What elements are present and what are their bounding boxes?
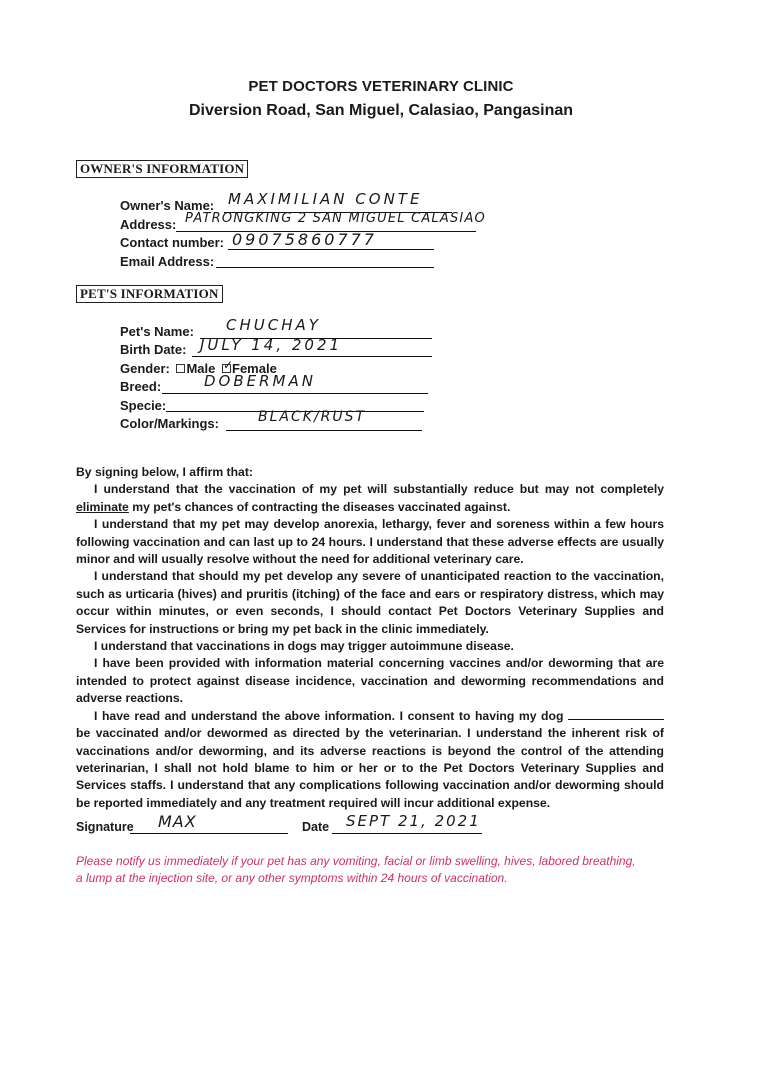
consent-paragraph-4: I understand that vaccinations in dogs may trigger autoimmune disease. bbox=[94, 639, 514, 654]
birth-date-label: Birth Date: bbox=[120, 342, 187, 357]
owner-section-title: OWNER'S INFORMATION bbox=[76, 160, 248, 178]
owner-name-label: Owner's Name: bbox=[120, 198, 215, 213]
pet-section-title: PET'S INFORMATION bbox=[76, 285, 223, 303]
signature-line bbox=[130, 833, 288, 834]
clinic-address: Diversion Road, San Miguel, Calasiao, Pangasinan bbox=[188, 102, 574, 119]
male-checkbox[interactable] bbox=[176, 364, 185, 373]
contact-number-label: Contact number: bbox=[120, 235, 224, 250]
female-label: Female bbox=[232, 361, 277, 376]
owner-address-label: Address: bbox=[120, 217, 177, 232]
breed-line bbox=[162, 393, 428, 394]
email-label: Email Address: bbox=[120, 254, 215, 269]
color-markings-label: Color/Markings: bbox=[120, 416, 219, 431]
contact-number-value[interactable]: 09075860777 bbox=[232, 230, 377, 249]
notification-note: Please notify us immediately if your pet has any vomiting, facial or limb swelling, hives, labored breathing, a lump at the injection site, or any other symptoms within 24 hours of vaccination. bbox=[76, 854, 636, 885]
consent-paragraph-2: I understand that my pet may develop anorexia, lethargy, fever and soreness within a few hours following vaccination and can last up to 24 hours. I understand that these adverse effects are usually minor and will usually resolve without the need for additional veterinary care. bbox=[76, 517, 664, 567]
consent-paragraph-6: I have read and understand the above information. I consent to having my dog be vaccinated and/or dewormed as directed by the veterinarian. I understand the inherent risk of vaccinations and/or deworming, and its adverse reactions is beyond the control of the attending veterinarian, I shall not hold blame to him or her or to the Pet Doctors Veterinary Supplies and Services staffs. I understand that any complications following vaccination and/or deworming should be reported immediately and any treatment required will incur additional expense. bbox=[76, 708, 664, 810]
email-line bbox=[216, 267, 434, 268]
signature-label: Signature bbox=[76, 820, 134, 834]
birth-date-line bbox=[192, 356, 432, 357]
color-markings-value[interactable]: BLACK/RUST bbox=[258, 409, 367, 425]
consent-paragraph-5: I have been provided with information material concerning vaccines and/or deworming that are intended to protect against disease incidence, vaccination and deworming recommendations and adverse reactions. bbox=[76, 656, 664, 706]
signature-value[interactable]: MAX bbox=[158, 812, 197, 831]
birth-date-value[interactable]: JULY 14, 2021 bbox=[200, 336, 343, 354]
contact-number-line bbox=[228, 249, 434, 250]
color-markings-line bbox=[226, 430, 422, 431]
gender-label: Gender: bbox=[120, 361, 170, 376]
consent-paragraph-1: I understand that the vaccination of my pet will substantially reduce but may not completely eliminate my pet's chances of contracting the diseases vaccinated against. bbox=[76, 482, 664, 514]
consent-intro: By signing below, I affirm that: bbox=[76, 465, 253, 479]
pet-name-label: Pet's Name: bbox=[120, 324, 194, 339]
dog-name-blank[interactable] bbox=[568, 708, 664, 720]
owner-address-value[interactable]: PATRONGKING 2 SAN MIGUEL CALASIAO bbox=[185, 211, 486, 226]
clinic-name: PET DOCTORS VETERINARY CLINIC bbox=[248, 78, 514, 95]
male-label: Male bbox=[186, 361, 216, 376]
owner-name-value[interactable]: MAXIMILIAN CONTE bbox=[228, 190, 423, 208]
specie-label: Specie: bbox=[120, 398, 167, 413]
consent-paragraph-3: I understand that should my pet develop any severe of unanticipated reaction to the vaccination, such as urticaria (hives) and pruritis (itching) of the face and ears or respiratory distress, which may occur within minutes, or even seconds, I should contact Pet Doctors Veterinary Supplies and Services for instructions or bring my pet back in the clinic immediately. bbox=[76, 569, 664, 636]
pet-name-value[interactable]: CHUCHAY bbox=[226, 316, 321, 334]
date-label: Date bbox=[302, 820, 330, 834]
eliminate-text: eliminate bbox=[76, 499, 129, 514]
date-line bbox=[332, 833, 482, 834]
breed-value[interactable]: DOBERMAN bbox=[204, 372, 316, 390]
consent-text bbox=[76, 464, 664, 812]
breed-label: Breed: bbox=[120, 379, 162, 394]
female-checkmark-icon: ✓ bbox=[223, 358, 234, 373]
date-value[interactable]: SEPT 21, 2021 bbox=[346, 812, 481, 830]
